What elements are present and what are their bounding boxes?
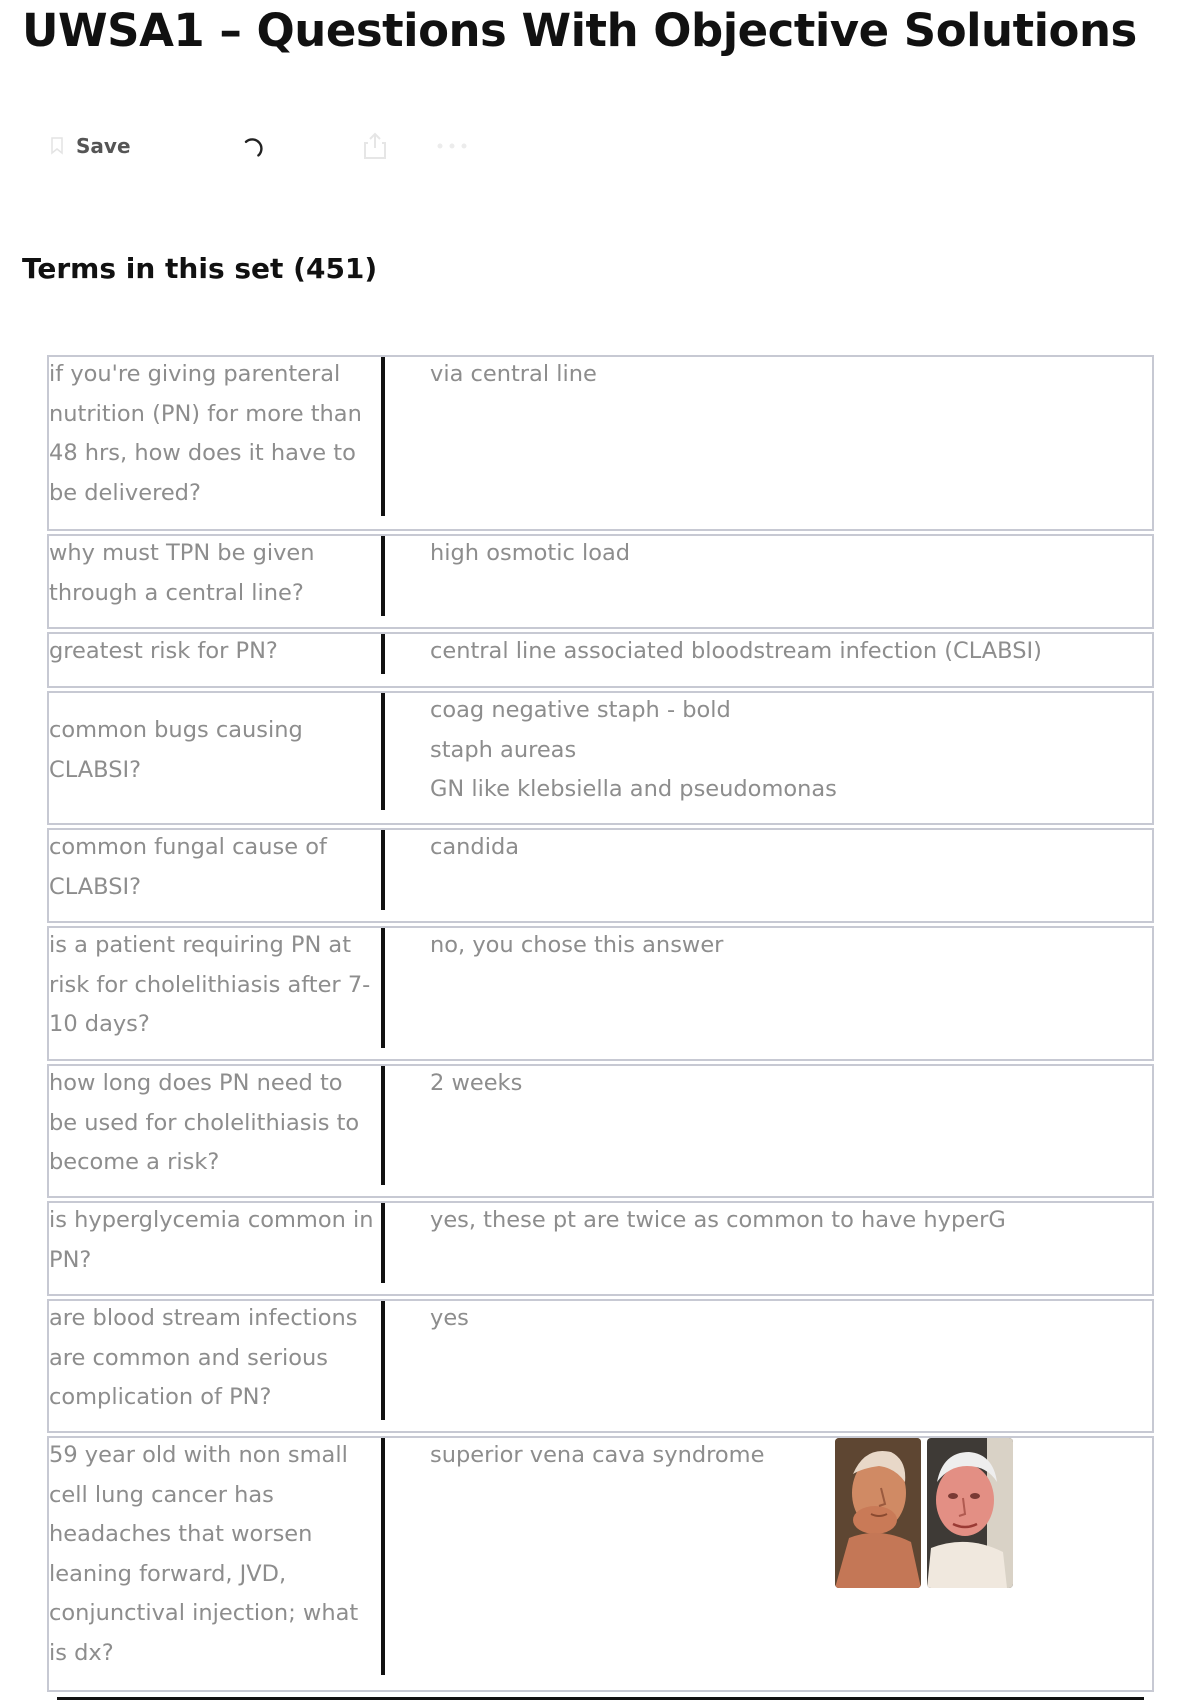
- save-label: Save: [76, 134, 131, 158]
- term-answer: [385, 355, 1152, 516]
- term-row: [47, 1064, 1154, 1198]
- share-button[interactable]: [362, 128, 392, 164]
- term-answer: [385, 1201, 1152, 1283]
- term-row: [47, 1299, 1154, 1433]
- term-answer: [385, 691, 1152, 810]
- more-icon: [434, 141, 470, 151]
- term-row: [47, 632, 1154, 688]
- term-answer-line: yes, these pt are twice as common to have hyperG: [430, 1207, 1006, 1233]
- term-question: is hyperglycemia common in PN?: [49, 1207, 374, 1273]
- term-answer-line: candida: [430, 834, 520, 860]
- term-answer-line: central line associated bloodstream infection (CLABSI): [430, 638, 1042, 664]
- term-answer-line: no, you chose this answer: [430, 932, 724, 958]
- term-row: [47, 828, 1154, 923]
- term-row: [47, 1436, 1154, 1692]
- term-answer-line: GN like klebsiella and pseudomonas: [430, 776, 837, 802]
- term-answer-line: via central line: [430, 361, 597, 387]
- term-question: how long does PN need to be used for cholelithiasis to become a risk?: [49, 1070, 360, 1175]
- term-row: [47, 534, 1154, 629]
- term-question: common bugs causing CLABSI?: [49, 717, 303, 783]
- term-answer: [385, 926, 1152, 1048]
- term-question: greatest risk for PN?: [49, 638, 278, 664]
- term-row: [47, 1201, 1154, 1296]
- patient-photo-before: [835, 1438, 921, 1588]
- term-answer: [385, 1299, 1152, 1420]
- terms-list: [47, 355, 1154, 1692]
- term-answer-line: 2 weeks: [430, 1070, 523, 1096]
- term-answer: [385, 632, 1152, 674]
- share-icon: [362, 131, 388, 161]
- more-button[interactable]: [434, 128, 474, 164]
- term-row: [47, 355, 1154, 531]
- loading-spinner-icon: [242, 128, 272, 164]
- term-answer-line: coag negative staph - bold: [430, 697, 731, 723]
- term-row: [47, 926, 1154, 1061]
- term-answer: [385, 534, 1152, 616]
- term-question: are blood stream infections are common and serious complication of PN?: [49, 1305, 358, 1410]
- bookmark-icon: [50, 137, 64, 155]
- term-answer: [385, 1064, 1152, 1185]
- terms-heading: Terms in this set (451): [22, 252, 378, 285]
- toolbar: [50, 128, 500, 168]
- term-question: common fungal cause of CLABSI?: [49, 834, 327, 900]
- term-answer: [385, 1436, 1152, 1675]
- term-answer-line: superior vena cava syndrome: [430, 1442, 765, 1468]
- page-title: UWSA1 – Questions With Objective Solutions: [22, 4, 1137, 57]
- term-answer-line: yes: [430, 1305, 469, 1331]
- term-question: if you're giving parenteral nutrition (PN) for more than 48 hrs, how does it have to be delivered?: [49, 361, 362, 506]
- term-question: why must TPN be given through a central line?: [49, 540, 315, 606]
- term-row: [47, 691, 1154, 825]
- term-answer-line: staph aureas: [430, 736, 577, 763]
- term-answer: [385, 828, 1152, 910]
- patient-photo-after: [927, 1438, 1013, 1588]
- save-button[interactable]: [50, 128, 150, 164]
- term-answer-line: high osmotic load: [430, 540, 631, 566]
- term-question: is a patient requiring PN at risk for cholelithiasis after 7-10 days?: [49, 932, 371, 1037]
- term-image-pair[interactable]: [835, 1438, 1013, 1588]
- term-question: 59 year old with non small cell lung cancer has headaches that worsen leaning forward, JVD, conjunctival injection; what is dx?: [49, 1442, 359, 1666]
